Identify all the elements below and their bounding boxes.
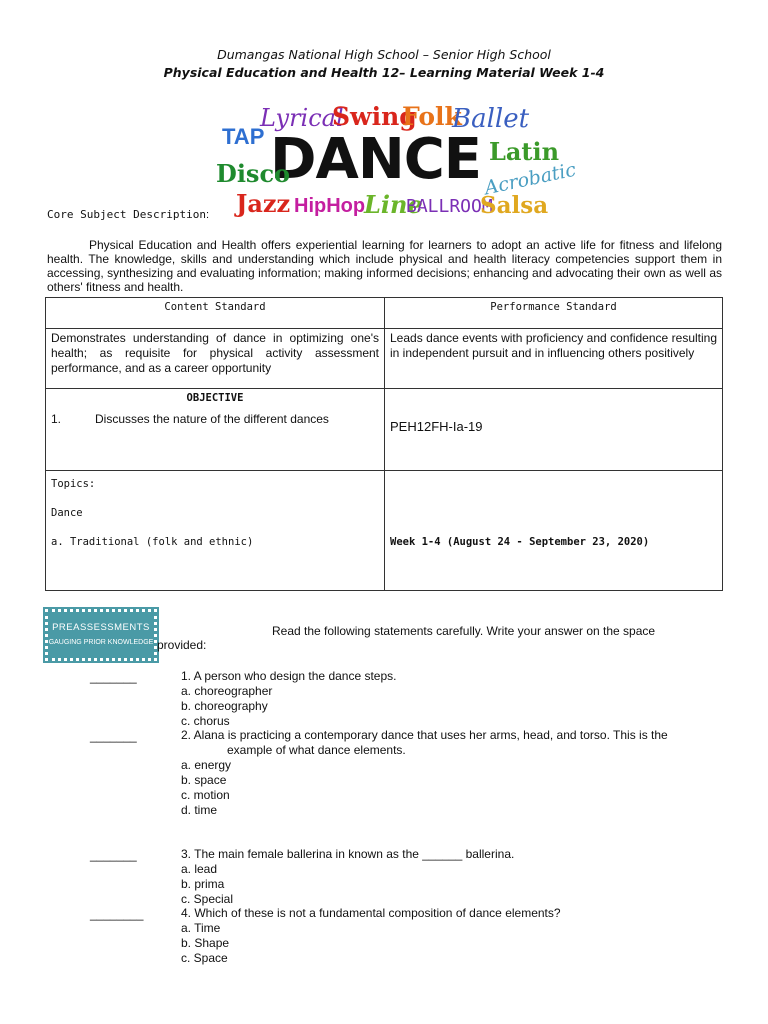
standards-table [45,297,723,591]
core-subject-label: Core Subject Description: [47,208,210,221]
objective-label: OBJECTIVE [186,392,244,404]
answer-blank-1[interactable]: _______ [90,670,137,684]
question-2: 2. Alana is practicing a contemporary dance that uses her arms, head, and torso. This is the example of what dance elements. a. energy b. space c. motion d. time [181,728,721,818]
subtopic-name: a. Traditional (folk and ethnic) [51,536,254,548]
competency-code: PEH12FH-Ia-19 [390,419,483,434]
word-hiphop: HipHop [294,195,366,217]
answer-blank-4[interactable]: ________ [90,907,144,921]
objective-cell [46,389,385,471]
option: a. energy [181,758,232,772]
preassessment-stamp: PREASSESSMENTS GAUGING PRIOR KNOWLEDGE [45,609,157,661]
school-name: Dumangas National High School – Senior High School [217,47,551,62]
week-cell [385,471,723,591]
instruction-line-2: provided: [157,638,207,652]
word-ballroom: BALLROOM [406,196,493,217]
topics-cell [46,471,385,591]
option: c. Special [181,892,234,906]
option: c. motion [181,788,230,802]
word-salsa: Salsa [480,192,549,219]
word-latin: Latin [489,137,560,166]
question-4: 4. Which of these is not a fundamental composition of dance elements? a. Time b. Shape c. Space [181,906,561,965]
option: b. space [181,773,227,787]
word-folk: Folk [402,102,462,131]
content-standard-cell: Demonstrates understanding of dance in optimizing one's health; as requisite for physical activity assessment performance, and as a career opportunity [46,329,385,389]
week-range: Week 1-4 (August 24 - September 23, 2020) [390,536,650,548]
word-lyrical: Lyrical [260,104,344,132]
subject-description: Physical Education and Health offers experiential learning for learners to adopt an active life for fitness and lifelong health. The knowledge, skills and understanding which include physical and health literacy competencies support them in accessing, synthesizing and evaluating information; making informed decisions; enhancing and advocating their own as well as others' fitness and health. [47,238,722,294]
word-line: Line [364,190,423,219]
word-ballet: Ballet [452,104,530,134]
question-3: 3. The main female ballerina in known as the ______ ballerina. a. lead b. prima c. Special [181,847,515,906]
option: c. chorus [181,714,230,728]
word-acrobatic: Acrobatic [482,158,578,200]
topic-name: Dance [51,507,83,519]
performance-standard-header: Performance Standard [385,298,723,329]
word-jazz: Jazz [236,189,291,218]
option: d. time [181,803,218,817]
option: b. prima [181,877,225,891]
option: b. choreography [181,699,268,713]
objective-item: 1. Discusses the nature of the different dances [51,412,329,426]
option: a. lead [181,862,218,876]
option: a. choreographer [181,684,273,698]
word-dance: DANCE [270,127,482,192]
answer-blank-2[interactable]: _______ [90,729,137,743]
word-disco: Disco [216,159,291,188]
option: a. Time [181,921,221,935]
word-tap: TAP [222,124,265,149]
performance-standard-cell: Leads dance events with proficiency and confidence resulting in independent pursuit and in influencing others positively [385,329,723,389]
content-standard-header: Content Standard [46,298,385,329]
material-title: Physical Education and Health 12– Learning Material Week 1-4 [163,65,605,80]
competency-code-cell [385,389,723,471]
instruction-line-1: Read the following statements carefully. Write your answer on the space [272,624,656,638]
option: b. Shape [181,936,230,950]
question-1: 1. A person who design the dance steps. a. choreographer b. choreography c. chorus [181,669,397,728]
option: c. Space [181,951,228,965]
dance-word-cloud [212,92,578,230]
answer-blank-3[interactable]: _______ [90,848,137,862]
word-swing: Swing [332,102,417,131]
topics-label: Topics: [51,478,96,490]
